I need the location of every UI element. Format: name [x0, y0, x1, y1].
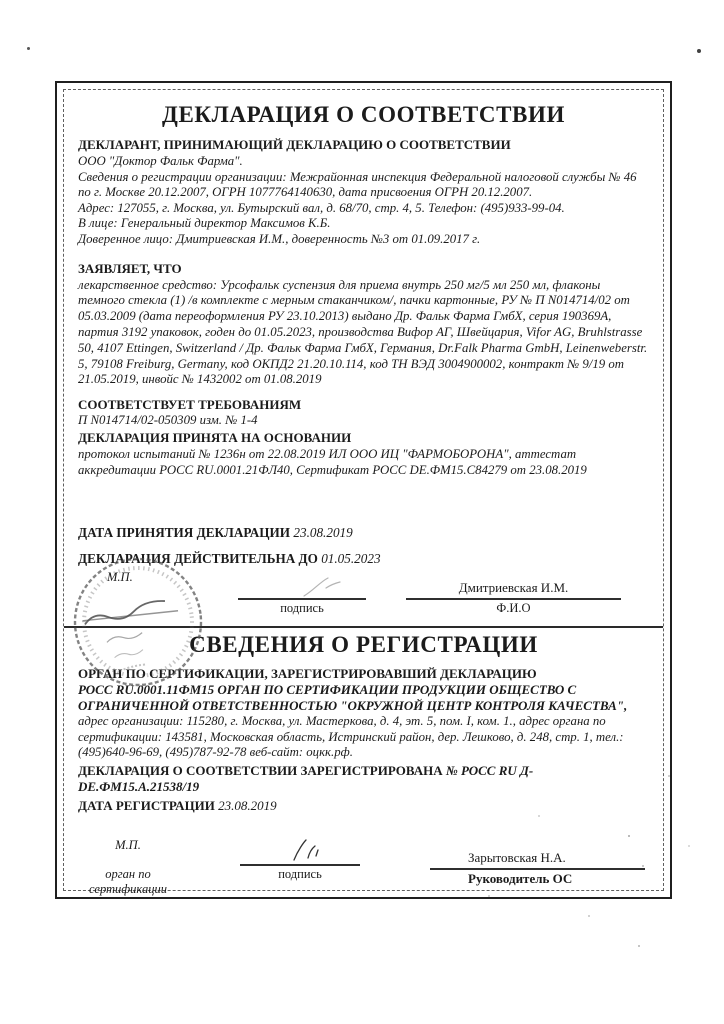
declares-heading: ЗАЯВЛЯЕТ, ЧТО — [78, 260, 182, 276]
authority-name: РОСС RU.0001.11ФМ15 ОРГАН ПО СЕРТИФИКАЦИИ ПРОДУКЦИИ ОБЩЕСТВО С ОГРАНИЧЕННОЙ ОТВЕТСТВЕННОСТЬЮ "ОКРУЖНОЙ ЦЕНТР КОНТРОЛЯ КАЧЕСТВА", — [78, 682, 628, 713]
signature-block-authority — [78, 838, 649, 897]
signature-caption: подпись — [280, 601, 324, 615]
section-declaration — [78, 102, 649, 626]
declaration-document — [55, 81, 672, 899]
scan-artifact-dot — [697, 49, 701, 53]
registered-number-line — [78, 763, 649, 796]
declarant-heading: ДЕКЛАРАНТ, ПРИНИМАЮЩИЙ ДЕКЛАРАЦИЮ О СООТВЕТСТВИИ — [78, 137, 511, 152]
declarant-representative: В лице: Генеральный директор Максимов К.Б. — [78, 216, 331, 231]
registration-date-label: ДАТА РЕГИСТРАЦИИ — [78, 797, 215, 813]
registered-label: ДЕКЛАРАЦИЯ О СООТВЕТСТВИИ ЗАРЕГИСТРИРОВАНА — [78, 762, 443, 778]
declarant-attorney: Доверенное лицо: Дмитриевская И.М., доверенность №3 от 01.09.2017 г. — [78, 231, 481, 246]
stamp-place-field — [78, 838, 178, 897]
authority-heading: ОРГАН ПО СЕРТИФИКАЦИИ, ЗАРЕГИСТРИРОВАВШИЙ ДЕКЛАРАЦИЮ — [78, 666, 537, 681]
declarant-details — [78, 154, 649, 248]
declarant-address: Адрес: 127055, г. Москва, ул. Бутырский вал, д. 68/70, стр. 4, 5. Телефон: (495)933-99-04. — [78, 200, 565, 215]
signature-caption: подпись — [278, 867, 322, 882]
declarant-company: ООО "Доктор Фальк Фарма". — [78, 154, 243, 168]
fio-caption: Ф.И.О — [496, 601, 531, 615]
signature-field — [240, 838, 360, 882]
valid-until-label: ДЕКЛАРАЦИЯ ДЕЙСТВИТЕЛЬНА ДО — [78, 551, 318, 566]
adoption-date-label: ДАТА ПРИНЯТИЯ ДЕКЛАРАЦИИ — [78, 525, 291, 540]
adoption-date-value: 23.08.2019 — [293, 525, 353, 540]
adoption-date-line — [78, 520, 381, 546]
certification-body-caption — [78, 867, 178, 897]
fio-field — [406, 580, 621, 616]
basis-heading: ДЕКЛАРАЦИЯ ПРИНЯТА НА ОСНОВАНИИ — [78, 429, 352, 445]
head-name: Зарытовская Н.А. — [468, 850, 566, 866]
stamp-place-label: М.П. — [107, 570, 133, 584]
conforms-heading: СООТВЕТСТВУЕТ ТРЕБОВАНИЯМ — [78, 397, 302, 413]
stamp-place-label: М.П. — [115, 838, 141, 853]
certification-body-caption-line2: сертификации — [89, 882, 167, 897]
registration-date-line — [78, 798, 649, 815]
registration-title: СВЕДЕНИЯ О РЕГИСТРАЦИИ — [189, 632, 538, 657]
registered-number: № РОСС RU Д-DE.ФМ15.А.21538/19 — [78, 762, 534, 795]
head-of-body-field — [430, 838, 645, 887]
round-stamp — [64, 548, 211, 695]
handwritten-signature — [288, 836, 324, 864]
valid-until-value: 01.05.2023 — [321, 551, 381, 566]
scan-artifact-dot — [27, 47, 30, 50]
signature-field — [238, 580, 366, 616]
document-inner-frame — [63, 89, 664, 897]
scan-noise — [628, 835, 630, 837]
conforms-requirements: П N014714/02-050309 изм. № 1-4 — [78, 413, 258, 428]
basis-text: протокол испытаний № 1236н от 22.08.2019 ИЛ ООО ИЦ "ФАРМОБОРОНА", аттестат аккредитации РОСС RU.0001.21ФЛ40, Сертификат РОСС DE.ФМ15.С84279 от 23.08.2019 — [78, 446, 587, 477]
document-title: ДЕКЛАРАЦИЯ О СООТВЕТСТВИИ — [162, 102, 565, 127]
signatory-name: Дмитриевская И.М. — [458, 580, 569, 595]
declarant-registration-info: Сведения о регистрации организации: Межрайонная инспекция Федеральной налоговой службы № 46 по г. Москве 20.12.2007, ОГРН 1077764140630, дата присвоения ОГРН 20.12.2007. — [78, 169, 637, 200]
authority-address: адрес организации: 115280, г. Москва, ул. Мастеркова, д. 4, эт. 5, пом. I, ком. 1., адрес органа по сертификации: 143581, Московская область, Истринский район, дер. Лешково, д. 248, стр. 1, тел.: (495)640-96-69, (495)787-92-78 веб-сайт: оцкк.рф. — [78, 714, 624, 760]
registration-date-value: 23.08.2019 — [218, 797, 277, 813]
head-role: Руководитель ОС — [468, 871, 573, 887]
product-description: лекарственное средство: Урсофальк суспензия для приема внутрь 250 мг/5 мл 250 мл, флаконы темного стекла (1) /в комплекте с мерным стаканчиком/, пачки картонные, РУ № П N014714/02 от 05.03.2009 (дата переоформления РУ 23.10.2013) выдано Др. Фальк Фарма ГмбХ, серия 190369А, партия 3192 упаковок, годен до 01.05.2023, производства Вифор АГ, Швейцария, Vifor AG, Bruhlstrasse 50, 4107 Ettingen, Switzerland / Др. Фальк Фарма ГмбХ, Германия, Dr.Falk Pharma GmbH, Leinenweberstr. 5, 79108 Freiburg, Germany, код ОКПД2 21.20.10.114, код ТН ВЭД 3004900002, контракт № 9/19 от 21.05.2019, инвойс № 1432002 от 01.08.2019 — [78, 277, 648, 387]
certification-body-caption-line1: орган по — [105, 867, 151, 882]
handwritten-signature — [300, 574, 346, 600]
